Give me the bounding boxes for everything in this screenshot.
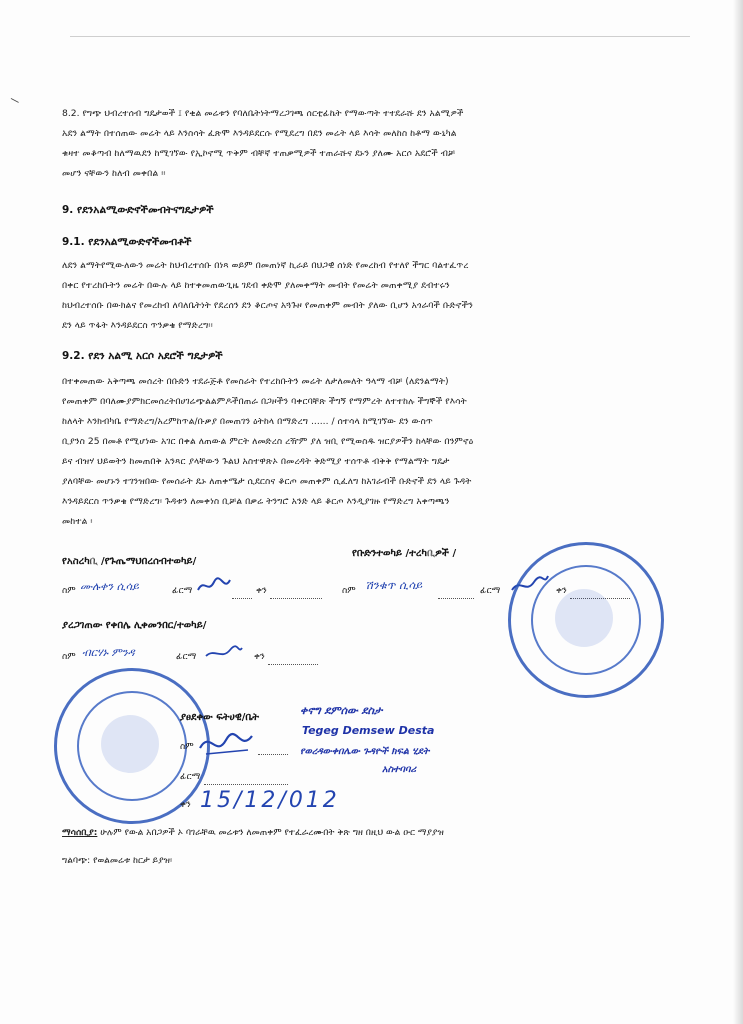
team-name-handwriting: ሽንቁጥ ሲሳይ [365, 578, 423, 592]
text-line: ለደን ልማትየሚውለውን መሬት ከህብረተሰቡ በነጻ ወይም በመጠነኛ ኪራይ በህጋዊ ሰነድ የመረከብ የተለየ ችግር ባልተፈጥረ [62, 260, 469, 271]
team-date-label: ቀን [556, 586, 567, 596]
stamp-line-4: አስተባባሪ [382, 764, 417, 775]
verifier-date-label: ቀን [254, 652, 265, 662]
footnote-label: ማሳሰቢያ: [62, 828, 98, 838]
scan-edge-line [70, 36, 690, 37]
name-label: ስም [62, 586, 76, 596]
verifier-signature [204, 644, 244, 662]
text-line: የመጠቀም በባለሙያምክርመሰረትበሀገሬጭልልምዶችበጠራ በጋዞችን ባቀርባቸጽ ችግኝ የማምረት ለተተከሉ ችግኞች የእሳት [62, 396, 467, 407]
text-line: ደን ላይ ጥፋት እንዳይደርስ ጥንቃቄ የማድረግ፡፡ [62, 320, 213, 331]
stamp-line-3: የወረዳውቀበሌው ጉዳዮች ክፍል ሂደት [300, 746, 430, 757]
team-sign-label: ፊርማ [480, 586, 501, 596]
copy-label: ግልባጭ: [62, 856, 91, 866]
section-8-2-paragraph [62, 104, 690, 184]
team-representative-title: የቡድንተወካይ /ተረካቢዎች / [352, 548, 457, 559]
margin-mark: ∖ [9, 95, 22, 108]
text-line: መከተል ፡ [62, 516, 93, 527]
text-line: በቀር የተረከቡትን መሬት በውሉ ላይ ከተቀመጠውጊዜ ገደብ ቀድሞ ያለመቀማት መብት የመሬት መጠቀሚያ ደብተሩን [62, 280, 450, 291]
dotted-line [268, 664, 318, 665]
section-9-1-paragraph [62, 256, 690, 336]
stamp-emblem [555, 589, 613, 647]
office-date-label: ቀን [180, 800, 191, 810]
team-name-label: ስም [342, 586, 356, 596]
dotted-line [232, 598, 252, 599]
text-line: ይና ብዝሃ ህይወትን ከመጠበቅ አንጻር ያላቸውን ጉልህ አስተዋጽኦ በመረዳት ቅድሚያ ተሰጥቶ ብቅቅ የማልማት ግዴታ [62, 456, 450, 467]
section-9-1-heading: 9.1. የደንአልሚውድኖችመብቶች [62, 236, 192, 248]
approving-office-title: ያፀደቀው ፍትሀዊ/ቤት [180, 712, 260, 723]
text-line: ከለላት እንክብካቤ የማድረግ/አረምከጥል/ቡቃያ በመጠገን ዕትከላ በማድረግ ...... / ሰተሳላ ከሚገኘው ደን ውስጥ [62, 416, 433, 427]
text-line: በተቀመጠው አቅጣጫ መሰረት በቡድን ተደራጅቶ የመስራት የተረከቡትን መሬት ለታለመለት ዓላማ ብቻ (ለደንልማት) [62, 376, 449, 387]
stamp-emblem [101, 715, 159, 773]
handover-sign-label: ፊርማ [172, 586, 193, 596]
section-9-2-heading: 9.2. የደን አልሚ አርሶ አደሮች ግዴታዎች [62, 350, 223, 362]
text-line: ያለባቸው መሆኑን ተገንዝበው የመሰራት ዴኑ ለጠቀሜታ ሲደርስና ቆርጦ መጠቀም ሲፈለግ ከአገራብች ቡድኖች ደን ላይ ጉዳት [62, 476, 472, 487]
handover-party-title: የአስረካቢ /የጉጤማህበረሰብተወካይ/ [62, 556, 197, 567]
verifier-name-label: ስም [62, 652, 76, 662]
text-line: እንዳይደርስ ጥንቃቄ የማድረግ፡ ጉዳቱን ለመቀነስ ቢቻል በቃሬ ትንግሮ አንድ ላይ ቆርጦ እንዲያገዙ የማድረግ አቀጣጫን [62, 496, 450, 507]
text-line: ቁዛተ መቆጣብ ከለማዉደን ከሚገኘው የኢኮኖሚ ጥቅም ብቸኛ ተጠቃሚዎች ተጠራሹና ደኑን ያለሙ አርሶ አደሮች ብቻ [62, 148, 456, 159]
dotted-line [258, 754, 288, 755]
footnote-text: ሁሉም የውል አበጋዎች ኦ ባገራቸዉ መሬቱን ለመጠቀም የተፈራረሙበት ቅጽ ግዘ በዚህ ውል ዑር ማያያዝ [100, 828, 444, 838]
copy-text: የወልመሬቱ ከርታ ይያዝ፡ [93, 856, 173, 866]
scan-shadow [733, 0, 743, 1024]
dotted-line [270, 598, 322, 599]
section-9-2-paragraph [62, 372, 690, 532]
verifier-sign-label: ፊርማ [176, 652, 197, 662]
handover-name-field [62, 586, 76, 596]
text-line: ከህብረተሰቡ በውክልና የመረከብ ለባለቤትነት የደረሰን ደን ቆርጦና አጓጉዞ የመጠቀም መብት ያለው ቢሆን አጎራባች ቡድኖችን [62, 300, 473, 311]
office-sign-label: ፊርማ [180, 772, 201, 782]
verifier-name-handwriting: ብርሃኑ ምንዳ [82, 646, 135, 659]
text-line: 8.2. የግጭ ህብረተሰብ ግዴታወች ፤ የቂል መሬቱን የባለቤትነትማረጋገጫ ሰርቲፊኬት የማውጣት ተተደራሹ ደን አልሚዎች [62, 108, 464, 119]
dotted-line [438, 598, 474, 599]
office-signature [196, 728, 256, 760]
office-name-label: ስም [180, 742, 194, 752]
handover-signature [196, 576, 232, 596]
text-line: መሆን ናቸውን ከለብ መቀበል ፡፡ [62, 168, 166, 179]
text-line: ቢያንስ 25 በመቶ የሚሆነው አገር በቀል ለጠውል ምርት ለመድረስ ረዥም ያለ ዝቢ የሚወስዱ ዝርያዎችን ከላቸው በንምኖዕ [62, 436, 474, 447]
kebele-chair-title: ያረጋገጠው የቀበሌ ሊቀመንበር/ተወካይ/ [62, 620, 207, 631]
text-line: አደን ልማት በተሰጠው መሬት ላይ እንስሳት ፈጽሞ እንዳይደርሱ የሚደረግ በደን መሬት ላይ እሳት መለከስ ከቶማ ውኒካል [62, 128, 457, 139]
handover-name-handwriting: ሙሉቀን ሲሳይ [80, 580, 139, 593]
stamp-name-latin: Tegeg Demsew Desta [302, 724, 435, 737]
copy-note [62, 856, 172, 866]
handover-date-label: ቀን [256, 586, 267, 596]
dotted-line [204, 784, 288, 785]
right-official-stamp [508, 542, 664, 698]
stamp-name-amharic: ቀኖግ ደምሰው ደስታ [300, 704, 383, 717]
office-date-handwriting: 15/12/012 [200, 788, 340, 813]
section-9-heading: 9. የደንአልሚውድኖችመብትናግዴታዎች [62, 204, 214, 216]
footnote-note [62, 828, 444, 838]
